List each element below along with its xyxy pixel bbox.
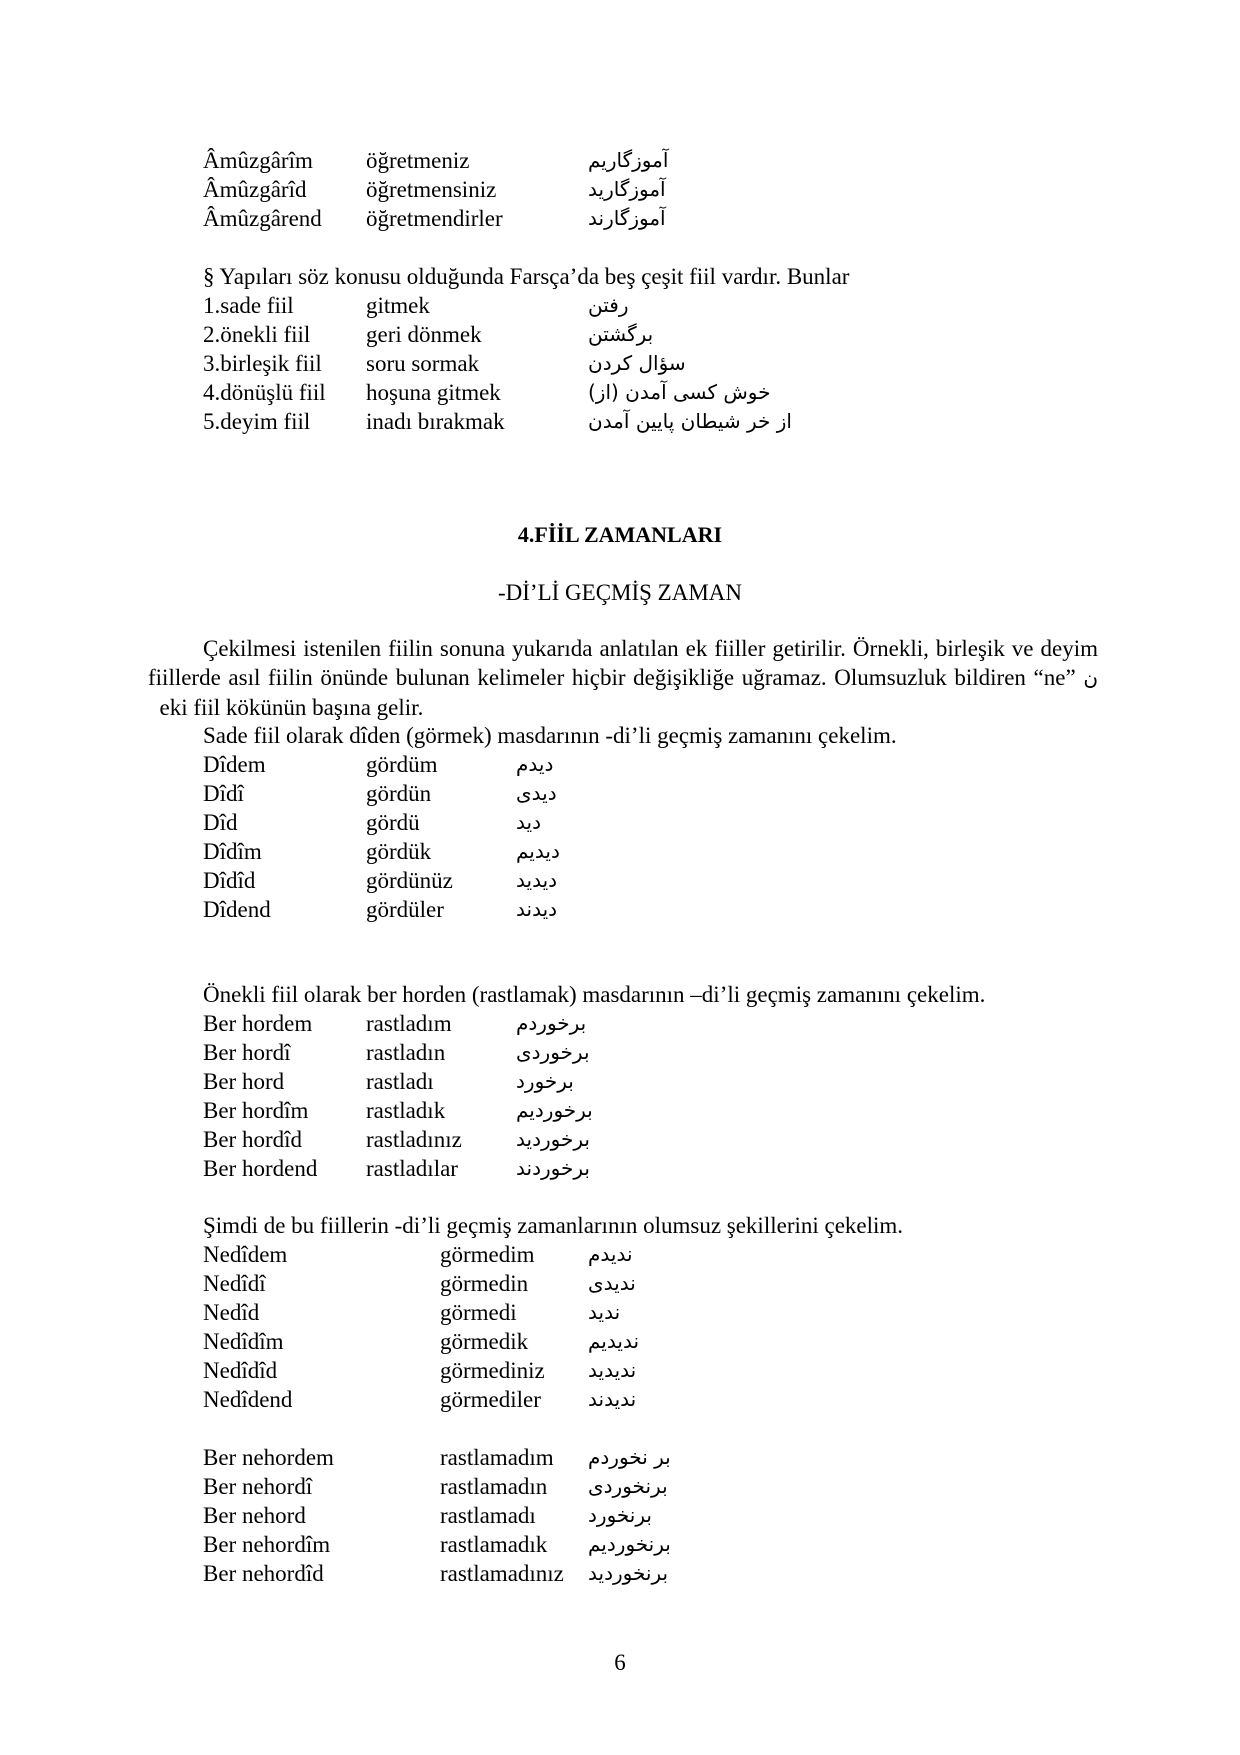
persian-word: ندیدم: [588, 1242, 633, 1266]
turkish-transliteration: Dîd: [203, 810, 238, 835]
verb-type: 1.sade fiil: [203, 293, 294, 318]
diden-intro: Sade fiil olarak dîden (görmek) masdarının -di’li geçmiş zamanını çekelim.: [203, 723, 897, 748]
turkish-meaning: gördük: [366, 839, 432, 864]
turkish-meaning: gitmek: [366, 293, 430, 318]
turkish-transliteration: Âmûzgârîd: [203, 177, 307, 202]
persian-word: دیدید: [516, 868, 558, 892]
persian-word: دید: [516, 810, 541, 834]
turkish-transliteration: Dîdîm: [203, 839, 262, 864]
persian-word: برخوردم: [516, 1011, 587, 1035]
turkish-meaning: gördünüz: [366, 868, 453, 893]
turkish-meaning: gördüler: [366, 897, 444, 922]
persian-word: دیدم: [516, 752, 554, 776]
persian-word: آموزگارند: [588, 206, 666, 230]
verb-type: 5.deyim fiil: [203, 409, 311, 434]
turkish-meaning: görmediler: [440, 1387, 541, 1412]
verb-types-intro: § Yapıları söz konusu olduğunda Farsça’da beş çeşit fiil vardır. Bunlar: [203, 264, 850, 289]
turkish-transliteration: Ber hordem: [203, 1011, 313, 1036]
berhorden-intro: Önekli fiil olarak ber horden (rastlamak) masdarının –di’li geçmiş zamanını çekelim.: [203, 982, 986, 1007]
turkish-meaning: öğretmensiniz: [366, 177, 497, 202]
turkish-meaning: öğretmeniz: [366, 148, 470, 173]
turkish-transliteration: Nedîdîd: [203, 1358, 278, 1383]
turkish-meaning: rastlamadın: [440, 1474, 548, 1499]
turkish-meaning: rastladılar: [366, 1156, 458, 1181]
persian-word: دیدی: [516, 781, 557, 805]
persian-word: آموزگارید: [588, 177, 666, 201]
turkish-meaning: görmediniz: [440, 1358, 545, 1383]
persian-word: ندیدیم: [588, 1329, 640, 1353]
turkish-transliteration: Dîdend: [203, 897, 271, 922]
persian-word: برنخوردیم: [588, 1532, 671, 1556]
turkish-transliteration: Nedîdem: [203, 1242, 288, 1267]
turkish-meaning: rastladınız: [366, 1127, 462, 1152]
turkish-transliteration: Dîdîd: [203, 868, 256, 893]
paragraph-text: Çekilmesi istenilen fiilin sonuna yukarıda anlatılan ek fiiller getirilir. Örnekli, birleşik ve deyim fiillerde asıl fiilin önünde bulunan kelimeler hiçbir değişikliğe uğramaz. Olumsuzluk bildiren “ne”: [148, 636, 1098, 690]
turkish-meaning: rastladın: [366, 1040, 446, 1065]
turkish-meaning: rastlamadım: [440, 1445, 554, 1470]
persian-word: برخوردید: [516, 1127, 590, 1151]
turkish-transliteration: Ber nehordîd: [203, 1561, 324, 1586]
verb-type: 4.dönüşlü fiil: [203, 380, 326, 405]
turkish-transliteration: Nedîdîm: [203, 1329, 284, 1354]
verb-type: 3.birleşik fiil: [203, 351, 322, 376]
turkish-transliteration: Ber nehord: [203, 1503, 306, 1528]
persian-word: خوش کسی آمدن (از): [588, 380, 771, 404]
turkish-transliteration: Ber hord: [203, 1069, 285, 1094]
turkish-meaning: öğretmendirler: [366, 206, 503, 231]
section-title: 4.FİİL ZAMANLARI: [517, 522, 723, 547]
subsection-title: -Dİ’Lİ GEÇMİŞ ZAMAN: [497, 580, 743, 605]
turkish-meaning: rastlamadınız: [440, 1561, 564, 1586]
body-paragraph: [148, 634, 1098, 722]
turkish-meaning: gördüm: [366, 752, 438, 777]
turkish-meaning: rastladı: [366, 1069, 434, 1094]
persian-word: آموزگاریم: [588, 148, 669, 172]
persian-word: برخوردند: [516, 1156, 590, 1180]
turkish-meaning: görmedik: [440, 1329, 529, 1354]
persian-word: ندیدند: [588, 1387, 637, 1411]
turkish-meaning: görmedin: [440, 1271, 529, 1296]
persian-word: برگشتن: [588, 322, 654, 346]
persian-word: ندیدی: [588, 1271, 636, 1295]
turkish-transliteration: Dîdî: [203, 781, 244, 806]
persian-word: از خر شیطان پایین آمدن: [588, 409, 792, 433]
turkish-meaning: soru sormak: [366, 351, 480, 376]
turkish-transliteration: Âmûzgârîm: [203, 148, 313, 173]
persian-word: برنخوردید: [588, 1561, 669, 1585]
turkish-meaning: gördün: [366, 781, 432, 806]
persian-word: برنخوردی: [588, 1474, 668, 1498]
persian-word: برخوردیم: [516, 1098, 593, 1122]
turkish-transliteration: Ber nehordem: [203, 1445, 334, 1470]
turkish-transliteration: Nedîdî: [203, 1271, 266, 1296]
turkish-meaning: görmedi: [440, 1300, 517, 1325]
turkish-meaning: inadı bırakmak: [366, 409, 505, 434]
persian-word: ندیدید: [588, 1358, 637, 1382]
persian-word: بر نخوردم: [588, 1445, 671, 1469]
persian-word: برخورد: [516, 1069, 574, 1093]
persian-word: دیدند: [516, 897, 558, 921]
turkish-transliteration: Nedîdend: [203, 1387, 293, 1412]
turkish-transliteration: Ber nehordîm: [203, 1532, 331, 1557]
turkish-meaning: rastlamadık: [440, 1532, 548, 1557]
persian-word: سؤال کردن: [588, 351, 686, 375]
turkish-meaning: rastlamadı: [440, 1503, 536, 1528]
persian-word: برنخورد: [588, 1503, 652, 1527]
turkish-transliteration: Ber hordîm: [203, 1098, 309, 1123]
turkish-transliteration: Ber hordend: [203, 1156, 318, 1181]
turkish-meaning: hoşuna gitmek: [366, 380, 501, 405]
persian-word: رفتن: [588, 293, 629, 317]
turkish-meaning: rastladık: [366, 1098, 446, 1123]
negative-intro: Şimdi de bu fiillerin -di’li geçmiş zamanlarının olumsuz şekillerini çekelim.: [203, 1213, 904, 1238]
turkish-meaning: geri dönmek: [366, 322, 482, 347]
page-number: 6: [614, 1650, 626, 1675]
turkish-meaning: rastladım: [366, 1011, 452, 1036]
persian-word: ندید: [588, 1300, 621, 1324]
persian-letter: ن: [1083, 666, 1099, 690]
turkish-transliteration: Âmûzgârend: [203, 206, 322, 231]
turkish-transliteration: Ber hordîd: [203, 1127, 303, 1152]
verb-type: 2.önekli fiil: [203, 322, 311, 347]
paragraph-text: eki fiil kökünün başına gelir.: [159, 695, 424, 720]
persian-word: برخوردی: [516, 1040, 590, 1064]
turkish-meaning: gördü: [366, 810, 420, 835]
turkish-transliteration: Ber nehordî: [203, 1474, 313, 1499]
turkish-transliteration: Ber hordî: [203, 1040, 291, 1065]
turkish-meaning: görmedim: [440, 1242, 535, 1267]
turkish-transliteration: Dîdem: [203, 752, 266, 777]
turkish-transliteration: Nedîd: [203, 1300, 260, 1325]
persian-word: دیدیم: [516, 839, 560, 863]
